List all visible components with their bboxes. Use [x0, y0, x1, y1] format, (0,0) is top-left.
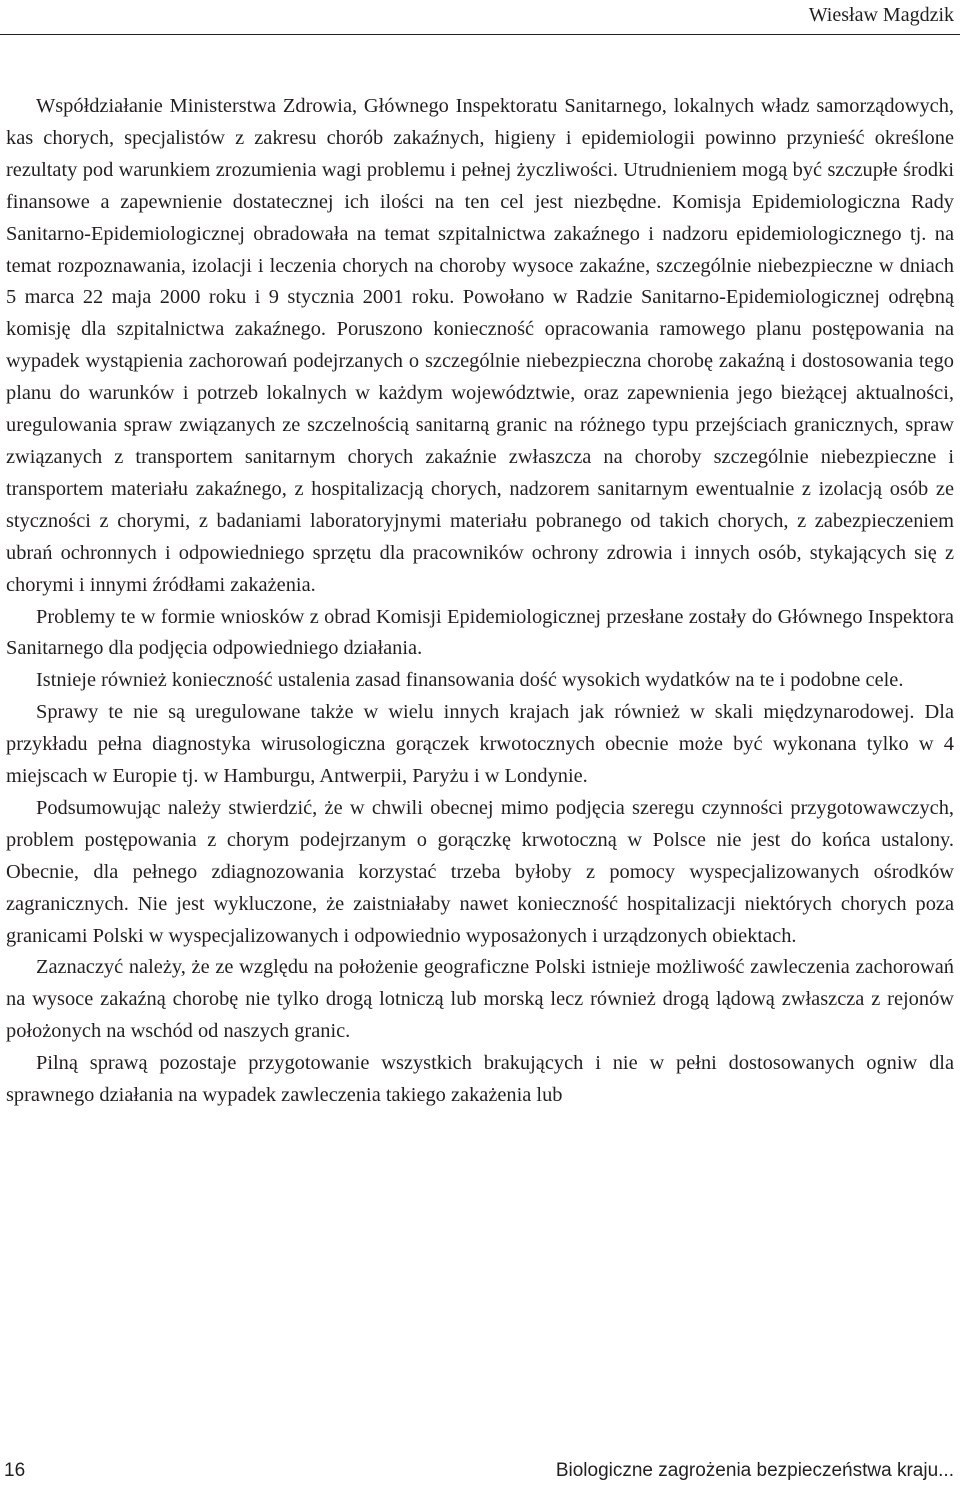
page-number: 16 — [4, 1460, 26, 1481]
header-divider — [0, 34, 960, 35]
paragraph: Podsumowując należy stwierdzić, że w chwili obecnej mimo podjęcia szeregu czynności przygotowawczych, problem postępowania z chorym podejrzanym o gorączkę krwotoczną w Polsce nie jest do końca ustalony. Obecnie, dla pełnego zdiagnozowania korzystać trzeba byłoby z pomocy wyspecjalizowanych ośrodków zagranicznych. Nie jest wykluczone, że zaistniałaby nawet konieczność hospitalizacji niektórych chorych poza granicami Polski w wyspecjalizowanych i odpowiednio wyposażonych i urządzonych obiektach. — [6, 796, 954, 947]
paragraph: Problemy te w formie wniosków z obrad Komisji Epidemiologicznej przesłane zostały do Głównego Inspektora Sanitarnego dla podjęcia odpowiedniego działania. — [6, 605, 954, 660]
running-header-author: Wiesław Magdzik — [808, 4, 954, 26]
paragraph: Istnieje również konieczność ustalenia zasad finansowania dość wysokich wydatków na te i podobne cele. — [36, 669, 904, 692]
paragraph: Sprawy te nie są uregulowane także w wielu innych krajach jak również w skali międzynarodowej. Dla przykładu pełna diagnostyka wirusologiczna gorączek krwotocznych obecnie może być wykonana tylko w 4 miejscach w Europie tj. w Hamburgu, Antwerpii, Paryżu i w Londynie. — [6, 701, 954, 788]
running-footer-title: Biologiczne zagrożenia bezpieczeństwa kraju... — [555, 1460, 954, 1481]
paragraph: Zaznaczyć należy, że ze względu na położenie geograficzne Polski istnieje możliwość zawleczenia zachorowań na wysoce zakaźną chorobę nie tylko drogą lotniczą lub morską lecz również drogą lądową zwłaszcza z rejonów położonych na wschód od naszych granic. — [6, 956, 954, 1043]
paragraph: Pilną sprawą pozostaje przygotowanie wszystkich brakujących i nie w pełni dostosowanych ogniw dla sprawnego działania na wypadek zawleczenia takiego zakażenia lub — [6, 1052, 954, 1107]
page-body — [6, 91, 954, 1112]
paragraph: Współdziałanie Ministerstwa Zdrowia, Głównego Inspektoratu Sanitarnego, lokalnych władz samorządowych, kas chorych, specjalistów z zakresu chorób zakaźnych, higieny i epidemiologii powinno przynieść określone rezultaty pod warunkiem zrozumienia wagi problemu i pełnej życzliwości. Utrudnieniem mogą być szczupłe środki finansowe a zapewnienie dostatecznej ich ilości na ten cel jest niezbędne. Komisja Epidemiologiczna Rady Sanitarno-Epidemiologicznej obradowała na temat szpitalnictwa zakaźnego i nadzoru epidemiologicznego tj. na temat rozpoznawania, izolacji i leczenia chorych na choroby wysoce zakaźne, szczególnie niebezpieczne w dniach 5 marca 22 maja 2000 roku i 9 stycznia 2001 roku. Powołano w Radzie Sanitarno-Epidemiologicznej odrębną komisję dla szpitalnictwa zakaźnego. Poruszono konieczność opracowania ramowego planu postępowania na wypadek wystąpienia zachorowań podejrzanych o szczególnie niebezpieczna chorobę zakaźną i dostosowania tego planu do warunków i potrzeb lokalnych w każdym województwie, oraz zapewnienia jego bieżącej aktualności, uregulowania spraw związanych ze szczelnością sanitarną granic na różnego typu przejściach granicznych, spraw związanych z transportem sanitarnym chorych zakaźnie zwłaszcza na choroby szczególnie niebezpieczne i transportem materiału zakaźnego, z hospitalizacją chorych, nadzorem sanitarnym ewentualnie z izolacją osób ze styczności z chorymi, z badaniami laboratoryjnymi materiału pobranego od takich chorych, z zabezpieczeniem ubrań ochronnych i odpowiedniego sprzętu dla pracowników ochrony zdrowia i innych osób, stykających się z chorymi i innymi źródłami zakażenia. — [6, 95, 954, 596]
